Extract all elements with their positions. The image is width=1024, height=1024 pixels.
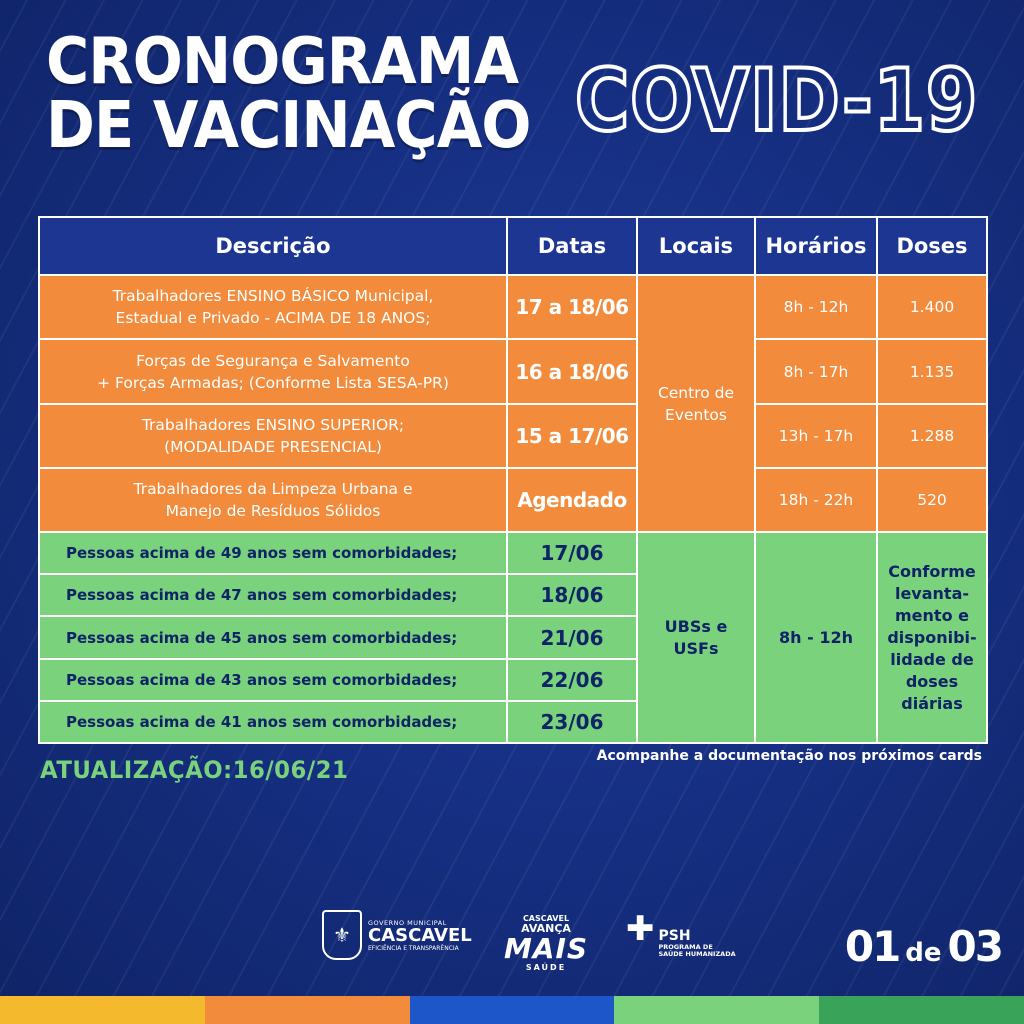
logo-small-bottom: EFICIÊNCIA E TRANSPARÊNCIA [368, 944, 459, 952]
doses-line: Conforme [888, 561, 976, 581]
desc-line: Trabalhadores ENSINO SUPERIOR; [141, 415, 405, 434]
title-line-2: DE VACINAÇÃO [46, 89, 531, 163]
desc-line: Forças de Segurança e Salvamento [136, 351, 410, 370]
location-line: UBSs e [664, 616, 728, 636]
row-date: 21/06 [507, 616, 637, 658]
row-date: Agendado [507, 468, 637, 532]
logo-small-top: GOVERNO MUNICIPAL [368, 918, 447, 927]
doses-line: doses [905, 671, 959, 691]
color-bar [0, 996, 1024, 1024]
row-time: 8h - 12h [755, 275, 877, 339]
cascavel-logo [322, 910, 472, 960]
covid-title: COVID-19 [575, 51, 979, 151]
avanca-mais-logo [488, 914, 604, 972]
location-line: USFs [673, 638, 719, 658]
row-date: 23/06 [507, 701, 637, 743]
doses-line: disponibi- [887, 627, 977, 647]
header-locations: Locais [637, 217, 755, 275]
avanca-line1: CASCAVEL [522, 914, 570, 923]
table-row [39, 468, 987, 532]
avanca-line4: SAÚDE [525, 963, 567, 972]
green-time: 8h - 12h [755, 532, 877, 743]
crest-icon: ⚜ [322, 910, 362, 960]
desc-line: Trabalhadores da Limpeza Urbana e [133, 480, 413, 499]
row-date: 17/06 [507, 532, 637, 574]
desc-line: Trabalhadores ENSINO BÁSICO Municipal, [112, 287, 434, 306]
row-date: 17 a 18/06 [507, 275, 637, 339]
page-indicator [845, 922, 1002, 971]
doses-line: lidade de [890, 649, 974, 669]
page-de: de [905, 938, 942, 968]
psh-line2: SAÚDE HUMANIZADA [658, 950, 736, 958]
row-description: Pessoas acima de 49 anos sem comorbidades; [39, 532, 507, 574]
color-bar-segment [614, 996, 819, 1024]
color-bar-segment [819, 996, 1024, 1024]
doses-line: levanta- [894, 583, 970, 603]
table-row [39, 404, 987, 468]
location-line: Centro de [657, 383, 735, 402]
location-ubs-usf [637, 532, 755, 743]
avanca-line2: AVANÇA [521, 922, 571, 935]
row-description: Pessoas acima de 47 anos sem comorbidades; [39, 574, 507, 616]
row-description [39, 339, 507, 403]
row-description: Pessoas acima de 45 anos sem comorbidades; [39, 616, 507, 658]
row-description [39, 468, 507, 532]
color-bar-segment [410, 996, 615, 1024]
location-centro-eventos [637, 275, 755, 532]
row-doses: 520 [877, 468, 987, 532]
table-row [39, 339, 987, 403]
row-description [39, 404, 507, 468]
cross-icon: ✚ [626, 909, 655, 949]
avanca-line3: MAIS [503, 932, 589, 965]
header-doses: Doses [877, 217, 987, 275]
row-date: 15 a 17/06 [507, 404, 637, 468]
color-bar-segment [205, 996, 410, 1024]
page-title [46, 25, 573, 163]
table-row [39, 532, 987, 574]
follow-note: Acompanhe a documentação nos próximos cards [596, 748, 982, 764]
header-hours: Horários [755, 217, 877, 275]
table-row [39, 275, 987, 339]
psh-short: PSH [658, 928, 691, 944]
row-date: 16 a 18/06 [507, 339, 637, 403]
title-line-1: CRONOGRAMA [46, 25, 519, 99]
page-total: 03 [947, 922, 1002, 971]
row-doses: 1.135 [877, 339, 987, 403]
page-current: 01 [844, 922, 900, 971]
doses-line: diárias [901, 693, 963, 713]
location-line: Eventos [665, 405, 727, 424]
schedule-table [38, 216, 988, 744]
psh-logo [626, 909, 736, 958]
row-time: 8h - 17h [755, 339, 877, 403]
row-time: 18h - 22h [755, 468, 877, 532]
row-doses: 1.288 [877, 404, 987, 468]
header-description: Descrição [39, 217, 507, 275]
logo-name: CASCAVEL [368, 924, 472, 946]
row-description: Pessoas acima de 41 anos sem comorbidades; [39, 701, 507, 743]
row-time: 13h - 17h [755, 404, 877, 468]
table-header-row [39, 217, 987, 275]
desc-line: Estadual e Privado - ACIMA DE 18 ANOS; [115, 309, 431, 328]
doses-line: mento e [895, 605, 969, 625]
green-doses [877, 532, 987, 743]
desc-line: (MODALIDADE PRESENCIAL) [164, 437, 382, 456]
desc-line: Manejo de Resíduos Sólidos [165, 502, 381, 521]
psh-line1: PROGRAMA DE [658, 943, 713, 951]
row-doses: 1.400 [877, 275, 987, 339]
header-dates: Datas [507, 217, 637, 275]
row-date: 22/06 [507, 659, 637, 701]
desc-line: + Forças Armadas; (Conforme Lista SESA-PR) [97, 373, 449, 392]
color-bar-segment [0, 996, 205, 1024]
row-date: 18/06 [507, 574, 637, 616]
row-description [39, 275, 507, 339]
row-description: Pessoas acima de 43 anos sem comorbidades; [39, 659, 507, 701]
update-date: ATUALIZAÇÃO:16/06/21 [40, 756, 349, 784]
